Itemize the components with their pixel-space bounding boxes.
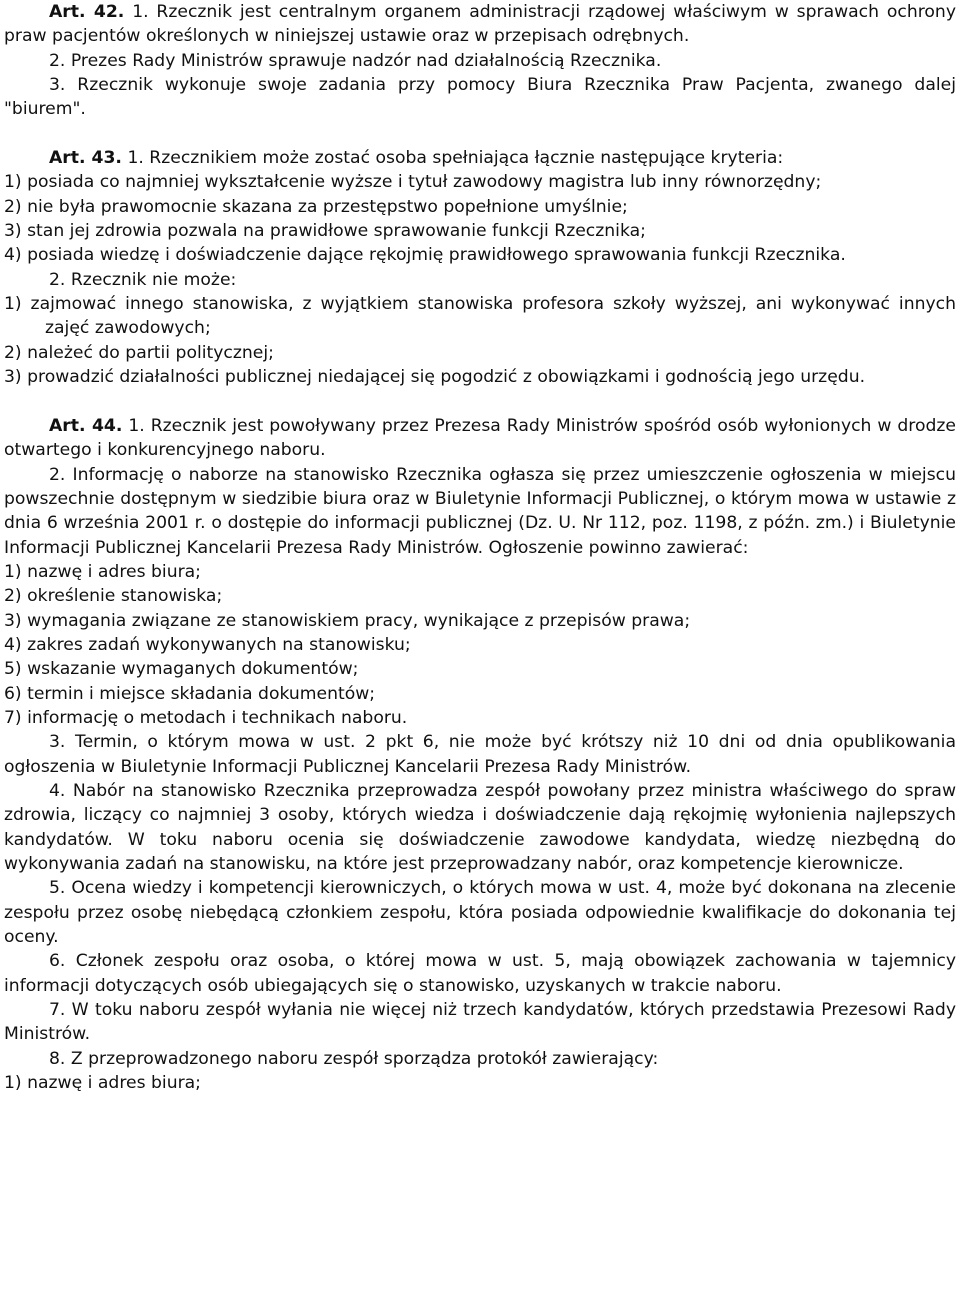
list-item: 6) termin i miejsce składania dokumentów;: [4, 683, 376, 704]
art42-par1: [4, 0, 956, 49]
art43-par1: [4, 146, 956, 170]
paragraph-text: 1. Rzecznik jest centralnym organem administracji rządowej właściwym w sprawach ochrony praw pacjentów określonych w niniejszej ustawie oraz w przepisach odrębnych.: [4, 2, 956, 47]
art42-par3: 3. Rzecznik wykonuje swoje zadania przy pomocy Biura Rzecznika Praw Pacjenta, zwanego dalej "biurem".: [4, 75, 956, 120]
list-item: 4) posiada wiedzę i doświadczenie dające rękojmię prawidłowego sprawowania funkcji Rzecznika.: [4, 245, 846, 266]
art44-par1: [4, 414, 956, 463]
list-item: 1) zajmować innego stanowiska, z wyjątkiem stanowiska profesora szkoły wyższej, ani wykonywać innych zajęć zawodowych;: [4, 294, 956, 339]
list-item: 7) informację o metodach i technikach naboru.: [4, 707, 408, 728]
article-label: Art. 42.: [49, 2, 125, 22]
list-item: 1) nazwę i adres biura;: [4, 1073, 201, 1094]
list-item: 2) określenie stanowiska;: [4, 586, 223, 607]
art44-par7: 7. W toku naboru zespół wyłania nie więcej niż trzech kandydatów, których przedstawia Prezesowi Rady Ministrów.: [4, 1000, 956, 1045]
art44-par6: 6. Członek zespołu oraz osoba, o której mowa w ust. 5, mają obowiązek zachowania w tajemnicy informacji dotyczących osób ubiegających się o stanowisko, uzyskanych w trakcie naboru.: [4, 951, 956, 996]
spacer: [4, 122, 956, 146]
art44-par5: 5. Ocena wiedzy i kompetencji kierowniczych, o których mowa w ust. 4, może być dokonana na zlecenie zespołu przez osobę niebędącą członkiem zespołu, która posiada odpowiednie kwalifikacje do dokonania tej oceny.: [4, 878, 956, 948]
article-label: Art. 43.: [49, 148, 122, 169]
list-item: 3) prowadzić działalności publicznej niedającej się pogodzić z obowiązkami i godnością jego urzędu.: [4, 367, 866, 388]
art43-par2: 2. Rzecznik nie może:: [49, 269, 237, 290]
art44-par4: 4. Nabór na stanowisko Rzecznika przeprowadza zespół powołany przez ministra właściwego do spraw zdrowia, liczący co najmniej 3 osoby, których wiedza i doświadczenie dają rękojmię wyłonienia najlepszych kandydatów. W toku naboru ocenia się doświadczenie zawodowe kandydata, wiedzę niezbędną do wykonywania zadań na stanowisku, na które jest przeprowadzany nabór, oraz kompetencje kierownicze.: [4, 781, 956, 875]
art42-par2: 2. Prezes Rady Ministrów sprawuje nadzór nad działalnością Rzecznika.: [49, 50, 662, 71]
paragraph-text: 1. Rzecznik jest powoływany przez Prezesa Rady Ministrów spośród osób wyłonionych w drodze otwartego i konkurencyjnego naboru.: [4, 415, 956, 461]
legal-document: [4, 0, 956, 1095]
list-item: 4) zakres zadań wykonywanych na stanowisku;: [4, 634, 411, 655]
spacer: [4, 390, 956, 414]
list-item: 2) nie była prawomocnie skazana za przestępstwo popełnione umyślnie;: [4, 196, 628, 217]
list-item: 3) wymagania związane ze stanowiskiem pracy, wynikające z przepisów prawa;: [4, 610, 691, 631]
list-item: 1) nazwę i adres biura;: [4, 561, 201, 582]
list-item: 5) wskazanie wymaganych dokumentów;: [4, 659, 359, 680]
art44-par3: 3. Termin, o którym mowa w ust. 2 pkt 6, nie może być krótszy niż 10 dni od dnia opublikowania ogłoszenia w Biuletynie Informacji Publicznej Kancelarii Prezesa Rady Ministrów.: [4, 732, 956, 777]
list-item: 1) posiada co najmniej wykształcenie wyższe i tytuł zawodowy magistra lub inny równorzędny;: [4, 172, 822, 193]
article-label: Art. 44.: [49, 415, 123, 436]
list-item: 2) należeć do partii politycznej;: [4, 342, 274, 363]
art44-par2: 2. Informację o naborze na stanowisko Rzecznika ogłasza się przez umieszczenie ogłoszenia w miejscu powszechnie dostępnym w siedzibie biura oraz w Biuletynie Informacji Publicznej, o którym mowa w ustawie z dnia 6 września 2001 r. o dostępie do informacji publicznej (Dz. U. Nr 112, poz. 1198, z późn. zm.) i Biuletynie Informacji Publicznej Kancelarii Prezesa Rady Ministrów. Ogłoszenie powinno zawierać:: [4, 464, 956, 558]
list-item: 3) stan jej zdrowia pozwala na prawidłowe sprawowanie funkcji Rzecznika;: [4, 221, 646, 242]
paragraph-text: 1. Rzecznikiem może zostać osoba spełniająca łącznie następujące kryteria:: [127, 148, 784, 169]
art44-par8: 8. Z przeprowadzonego naboru zespół sporządza protokół zawierający:: [49, 1048, 659, 1069]
